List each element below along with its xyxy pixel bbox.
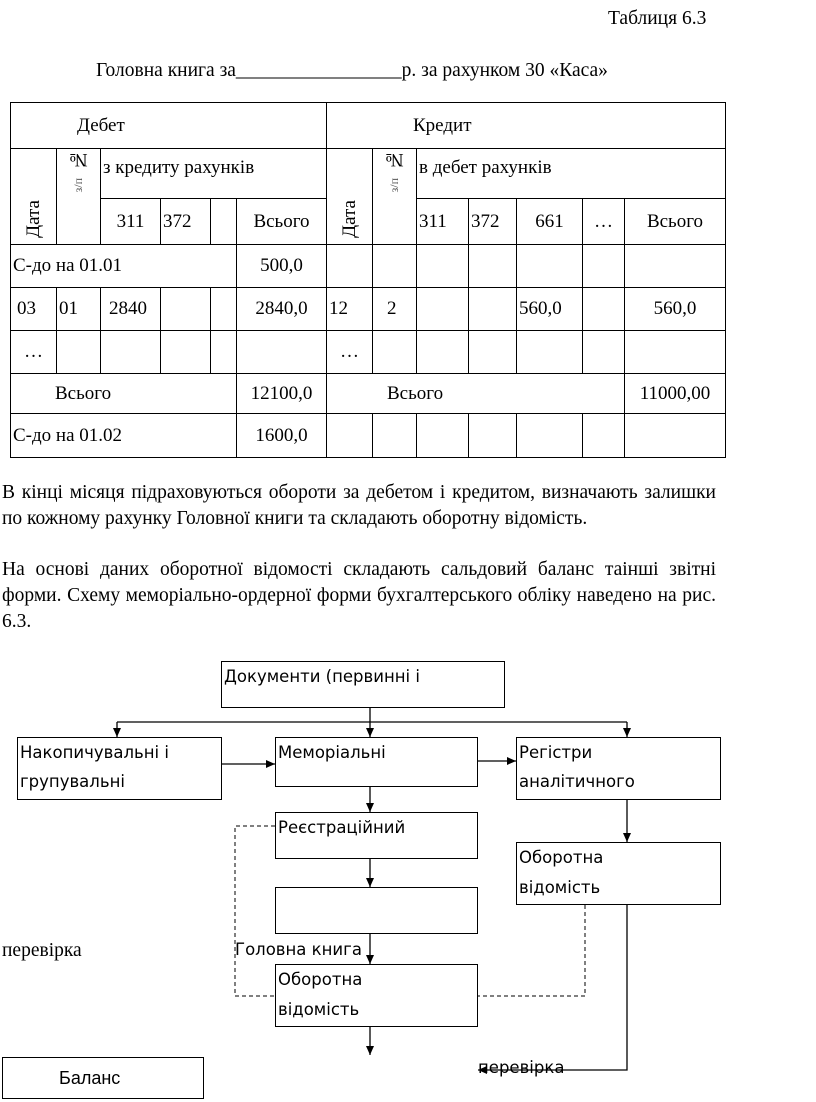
- table-caption: Таблиця 6.3: [608, 8, 707, 29]
- credit-header: Кредит: [327, 103, 726, 149]
- debit-date-header: Дата: [11, 149, 57, 245]
- debit-totals-label: Всього: [11, 374, 237, 414]
- accumulative-label-1: Накопичувальні і: [20, 743, 169, 762]
- debit-acc-total: Всього: [237, 199, 327, 245]
- row1-credit-acc661: 560,0: [517, 288, 583, 331]
- closing-balance-value: 1600,0: [237, 414, 327, 458]
- debit-header: Дебет: [11, 103, 327, 149]
- check-left-label: перевірка: [2, 940, 82, 961]
- closing-balance-label: С-до на 01.02: [11, 414, 237, 458]
- paragraph-turnover: В кінці місяця підраховуються обороти за дебетом і кредитом, визначають залишки по кожному рахунку Головної книги та складають оборотну відомість.: [2, 482, 716, 529]
- check-line-right: [478, 905, 627, 1070]
- registers-label-2: аналітичного: [519, 772, 635, 791]
- turnover-center-label-2: відомість: [278, 1000, 360, 1019]
- check-bottom-label: перевірка: [478, 1058, 565, 1077]
- ledger-title: Головна книга за_________________р. за рахунком 30 «Каса»: [96, 60, 608, 81]
- dashed-check-right: [478, 905, 585, 996]
- credit-totals-label: Всього: [327, 374, 625, 414]
- paragraph-balance: На основі даних оборотної відомості складають сальдовий баланс таінші звітні форми. Схему меморіально-ордерної форми бухгалтерського обліку наведено на рис. 6.3.: [2, 559, 716, 632]
- registers-label-1: Регістри: [519, 743, 593, 762]
- documents-box: [221, 661, 505, 708]
- turnover-center-box: [275, 964, 478, 1027]
- row1-total: 2840,0: [237, 288, 327, 331]
- credit-acc-311: 311: [417, 199, 469, 245]
- credit-number-header: № з/п: [373, 149, 417, 245]
- debit-ellipsis: …: [11, 331, 57, 374]
- documents-label: Документи (первинні і: [224, 667, 420, 686]
- credit-acc-372: 372: [469, 199, 517, 245]
- credit-ellipsis: …: [327, 331, 373, 374]
- opening-balance-value: 500,0: [237, 245, 327, 288]
- general-ledger-label: Головна книга: [235, 940, 362, 959]
- debit-number-header: № з/п: [57, 149, 101, 245]
- balance-box: [2, 1057, 204, 1099]
- turnover-right-box: [516, 842, 721, 905]
- row1-credit-number: 2: [373, 288, 417, 331]
- row1-date: 03: [11, 288, 57, 331]
- credit-date-header: Дата: [327, 149, 373, 245]
- credit-acc-total: Всього: [625, 199, 726, 245]
- balance-label: Баланс: [59, 1068, 121, 1088]
- registration-box: [275, 812, 478, 859]
- opening-balance-label: С-до на 01.01: [11, 245, 237, 288]
- row1-credit-total: 560,0: [625, 288, 726, 331]
- memorial-box: [275, 737, 478, 787]
- registers-box: [516, 737, 721, 800]
- debit-acc-311: 311: [101, 199, 161, 245]
- debit-acc-372: 372: [161, 199, 211, 245]
- row1-acc311: 2840: [101, 288, 161, 331]
- credit-acc-ellipsis: …: [583, 199, 625, 245]
- credit-acc-661: 661: [517, 199, 583, 245]
- dashed-check-left: [235, 826, 275, 996]
- accumulative-box: [17, 737, 222, 800]
- debit-total: 12100,0: [237, 374, 327, 414]
- turnover-right-label-2: відомість: [519, 878, 601, 897]
- memorial-label: Меморіальні: [278, 743, 386, 762]
- credit-total: 11000,00: [625, 374, 726, 414]
- debit-sub-header: з кредиту рахунків: [101, 149, 327, 199]
- accumulative-label-2: групувальні: [20, 772, 125, 791]
- row1-number: 01: [57, 288, 101, 331]
- turnover-right-label-1: Оборотна: [519, 848, 604, 867]
- registration-label: Реєстраційний: [278, 818, 406, 837]
- credit-sub-header: в дебет рахунків: [417, 149, 726, 199]
- general-ledger-box: [275, 887, 478, 934]
- turnover-center-label-1: Оборотна: [278, 970, 363, 989]
- row1-credit-date: 12: [327, 288, 373, 331]
